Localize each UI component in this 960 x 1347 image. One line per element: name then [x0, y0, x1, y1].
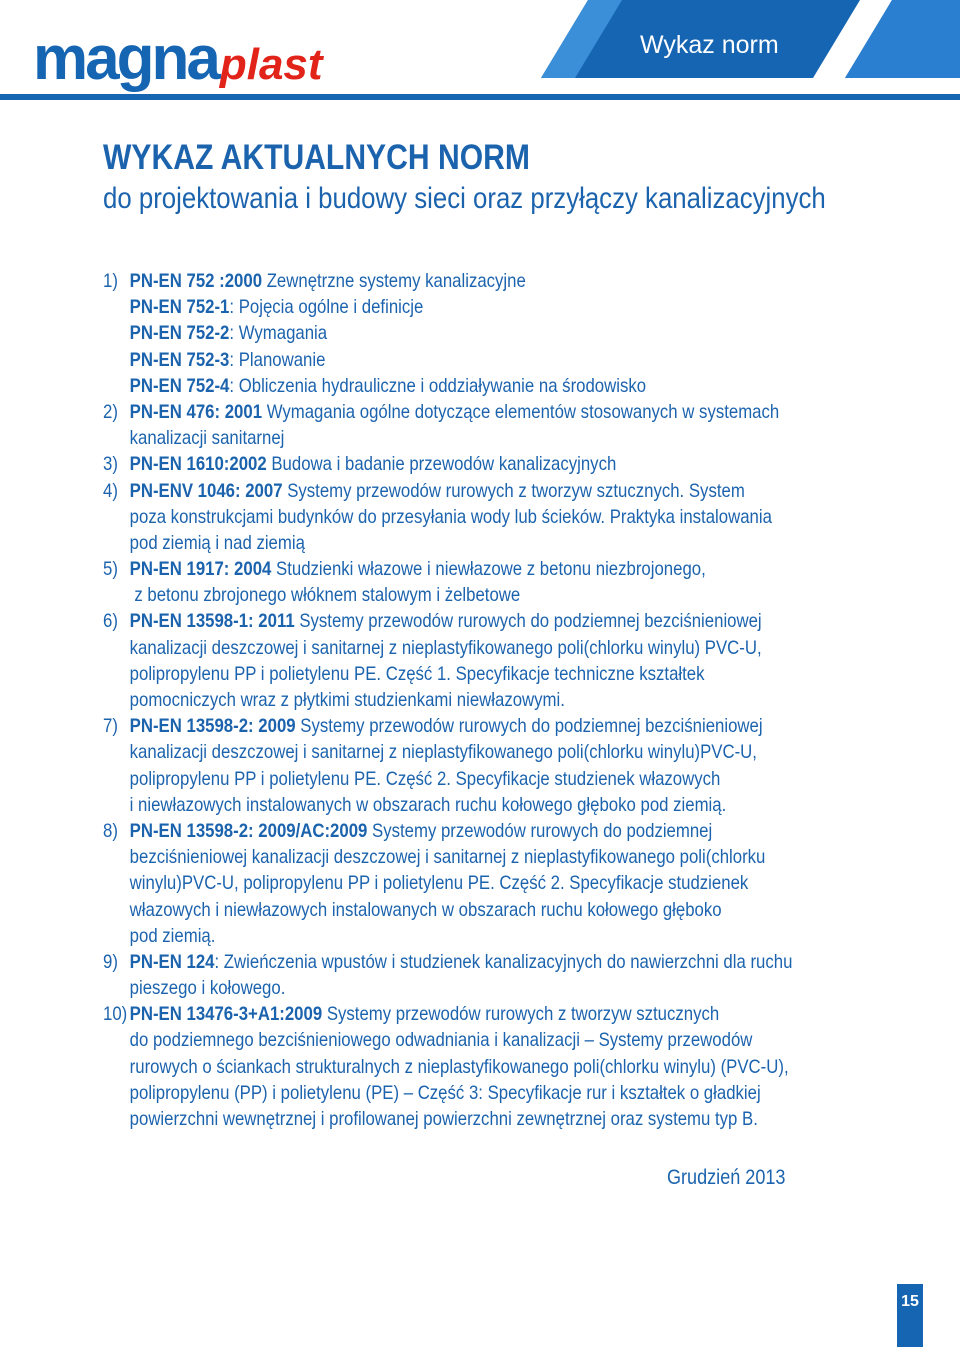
item-number: 7) — [103, 715, 118, 738]
norm-description: do podziemnego bezciśnieniowego odwadniania i kanalizacji – Systemy przewodów — [129, 1029, 753, 1052]
norm-code: PN-EN 13598-2: 2009 — [129, 715, 296, 738]
item-number: 8) — [103, 819, 118, 842]
norm-description: pieszego i kołowego. — [129, 977, 286, 1000]
list-line — [103, 373, 843, 399]
norm-code: PN-EN 13598-2: 2009/AC:2009 — [129, 819, 368, 842]
list-line — [103, 425, 843, 451]
list-line — [103, 1027, 843, 1053]
norm-code: PN-EN 752-1 — [129, 296, 230, 319]
norm-description: pod ziemią i nad ziemią — [129, 531, 305, 554]
list-line — [103, 608, 843, 634]
norm-description: Systemy przewodów rurowych do podziemnej bezciśnieniowej — [294, 610, 762, 633]
logo-main-text: magna — [33, 24, 218, 93]
norm-description: poza konstrukcjami budynków do przesyłania wody lub ścieków. Praktyka instalowania — [129, 505, 772, 528]
list-line — [103, 1080, 843, 1106]
norm-description: polipropylenu PP i polietylenu PE. Część 2. Specyfikacje studzienek włazowych — [129, 767, 721, 790]
page-number: 15 — [901, 1293, 919, 1310]
list-line — [103, 320, 843, 346]
item-number: 5) — [103, 558, 118, 581]
list-line — [103, 792, 843, 818]
norm-code: PN-EN 1917: 2004 — [129, 558, 272, 581]
norm-code: PN-ENV 1046: 2007 — [129, 479, 283, 502]
list-line — [103, 556, 843, 582]
list-line — [103, 294, 843, 320]
norm-code: PN-EN 752-2 — [129, 322, 230, 345]
magnaplast-logo — [33, 24, 323, 93]
list-line — [103, 347, 843, 373]
list-line — [103, 478, 843, 504]
list-line — [103, 766, 843, 792]
list-line — [103, 530, 843, 556]
norm-description: Studzienki włazowe i niewłazowe z betonu niezbrojonego, — [271, 558, 706, 581]
norm-description: polipropylenu (PP) i polietylenu (PE) – Część 3: Specyfikacje rur i kształtek o gładkiej — [129, 1081, 761, 1104]
norm-description: Zewnętrzne systemy kanalizacyjne — [262, 270, 526, 292]
list-line — [103, 975, 843, 1001]
norm-description: kanalizacji deszczowej i sanitarnej z nieplastyfikowanego poli(chlorku winylu)PVC-U, — [129, 741, 757, 764]
norm-description: : Wymagania — [229, 322, 328, 345]
norm-description: Budowa i badanie przewodów kanalizacyjnych — [266, 453, 617, 476]
item-number: 6) — [103, 610, 118, 633]
list-line — [103, 504, 843, 530]
page-title: WYKAZ AKTUALNYCH NORM — [103, 138, 530, 177]
norm-code: PN-EN 124 — [129, 950, 215, 973]
logo-sub-text: plast — [219, 40, 323, 89]
page-header — [0, 0, 960, 110]
norm-description: z betonu zbrojonego włóknem stalowym i żelbetowe — [129, 584, 521, 607]
norm-description: kanalizacji deszczowej i sanitarnej z nieplastyfikowanego poli(chlorku winylu) PVC-U, — [129, 636, 762, 659]
norm-description: Systemy przewodów rurowych z tworzyw sztucznych — [322, 1003, 720, 1026]
norm-description: winylu)PVC-U, polipropylenu PP i polietylenu PE. Część 2. Specyfikacje studzienek — [129, 872, 749, 895]
norm-description: pomocniczych wraz z płytkimi studzienkami niewłazowymi. — [129, 689, 565, 711]
norm-code: PN-EN 13598-1: 2011 — [129, 610, 295, 633]
norm-description: : Obliczenia hydrauliczne i oddziaływanie na środowisko — [229, 374, 647, 397]
item-number: 4) — [103, 479, 118, 502]
norm-description: Systemy przewodów rurowych do podziemnej — [367, 819, 713, 842]
norm-description: : Zwieńczenia wpustów i studzienek kanalizacyjnych do nawierzchni dla ruchu — [214, 950, 793, 973]
norm-code: PN-EN 13476-3+A1:2009 — [129, 1003, 323, 1026]
page-subtitle: do projektowania i budowy sieci oraz przyłączy kanalizacyjnych — [103, 182, 826, 215]
list-line — [103, 739, 843, 765]
document-date: Grudzień 2013 — [667, 1166, 786, 1189]
list-line — [103, 713, 843, 739]
list-line — [103, 923, 843, 949]
norm-description: pod ziemią. — [129, 924, 216, 947]
norm-description: : Planowanie — [229, 348, 326, 371]
item-number: 2) — [103, 400, 118, 423]
norm-description: Systemy przewodów rurowych z tworzyw sztucznych. System — [282, 479, 745, 502]
section-title: Wykaz norm — [640, 31, 779, 59]
page-number-box — [897, 1284, 923, 1347]
list-line — [103, 399, 843, 425]
norm-description: : Pojęcia ogólne i definicje — [229, 296, 424, 319]
item-number: 1) — [103, 270, 118, 292]
norm-description: bezciśnieniowej kanalizacji deszczowej i sanitarnej z nieplastyfikowanego poli(chlorku — [129, 846, 766, 869]
list-line — [103, 687, 843, 713]
list-line — [103, 451, 843, 477]
norm-code: PN-EN 1610:2002 — [129, 453, 267, 476]
list-line — [103, 661, 843, 687]
norm-description: polipropylenu PP i polietylenu PE. Część 1. Specyfikacje techniczne kształtek — [129, 662, 705, 685]
norm-description: włazowych i niewłazowych instalowanych w obszarach ruchu kołowego głęboko — [129, 898, 722, 921]
norm-description: kanalizacji sanitarnej — [129, 427, 285, 450]
list-line — [103, 1106, 843, 1132]
norm-code: PN-EN 752 :2000 — [129, 270, 263, 292]
norm-description: Systemy przewodów rurowych do podziemnej bezciśnieniowej — [295, 715, 763, 738]
norm-description: Wymagania ogólne dotyczące elementów stosowanych w systemach — [262, 400, 780, 423]
norms-list — [103, 268, 960, 1132]
norm-code: PN-EN 476: 2001 — [129, 400, 263, 423]
norm-code: PN-EN 752-3 — [129, 348, 230, 371]
item-number: 10) — [103, 1003, 128, 1026]
list-line — [103, 1001, 843, 1027]
list-line — [103, 635, 843, 661]
list-line — [103, 268, 843, 294]
norm-code: PN-EN 752-4 — [129, 374, 230, 397]
list-line — [103, 897, 843, 923]
list-line — [103, 870, 843, 896]
list-line — [103, 1054, 843, 1080]
list-line — [103, 818, 843, 844]
norm-description: powierzchni wewnętrznej i profilowanej powierzchni zewnętrznej oraz systemu typ B. — [129, 1108, 758, 1130]
list-line — [103, 582, 843, 608]
item-number: 3) — [103, 453, 118, 476]
list-line — [103, 844, 843, 870]
item-number: 9) — [103, 950, 118, 973]
norm-description: rurowych o ściankach strukturalnych z nieplastyfikowanego poli(chlorku winylu) (PVC-U), — [129, 1055, 789, 1078]
norm-description: i niewłazowych instalowanych w obszarach ruchu kołowego głęboko pod ziemią. — [129, 793, 727, 816]
list-line — [103, 949, 843, 975]
